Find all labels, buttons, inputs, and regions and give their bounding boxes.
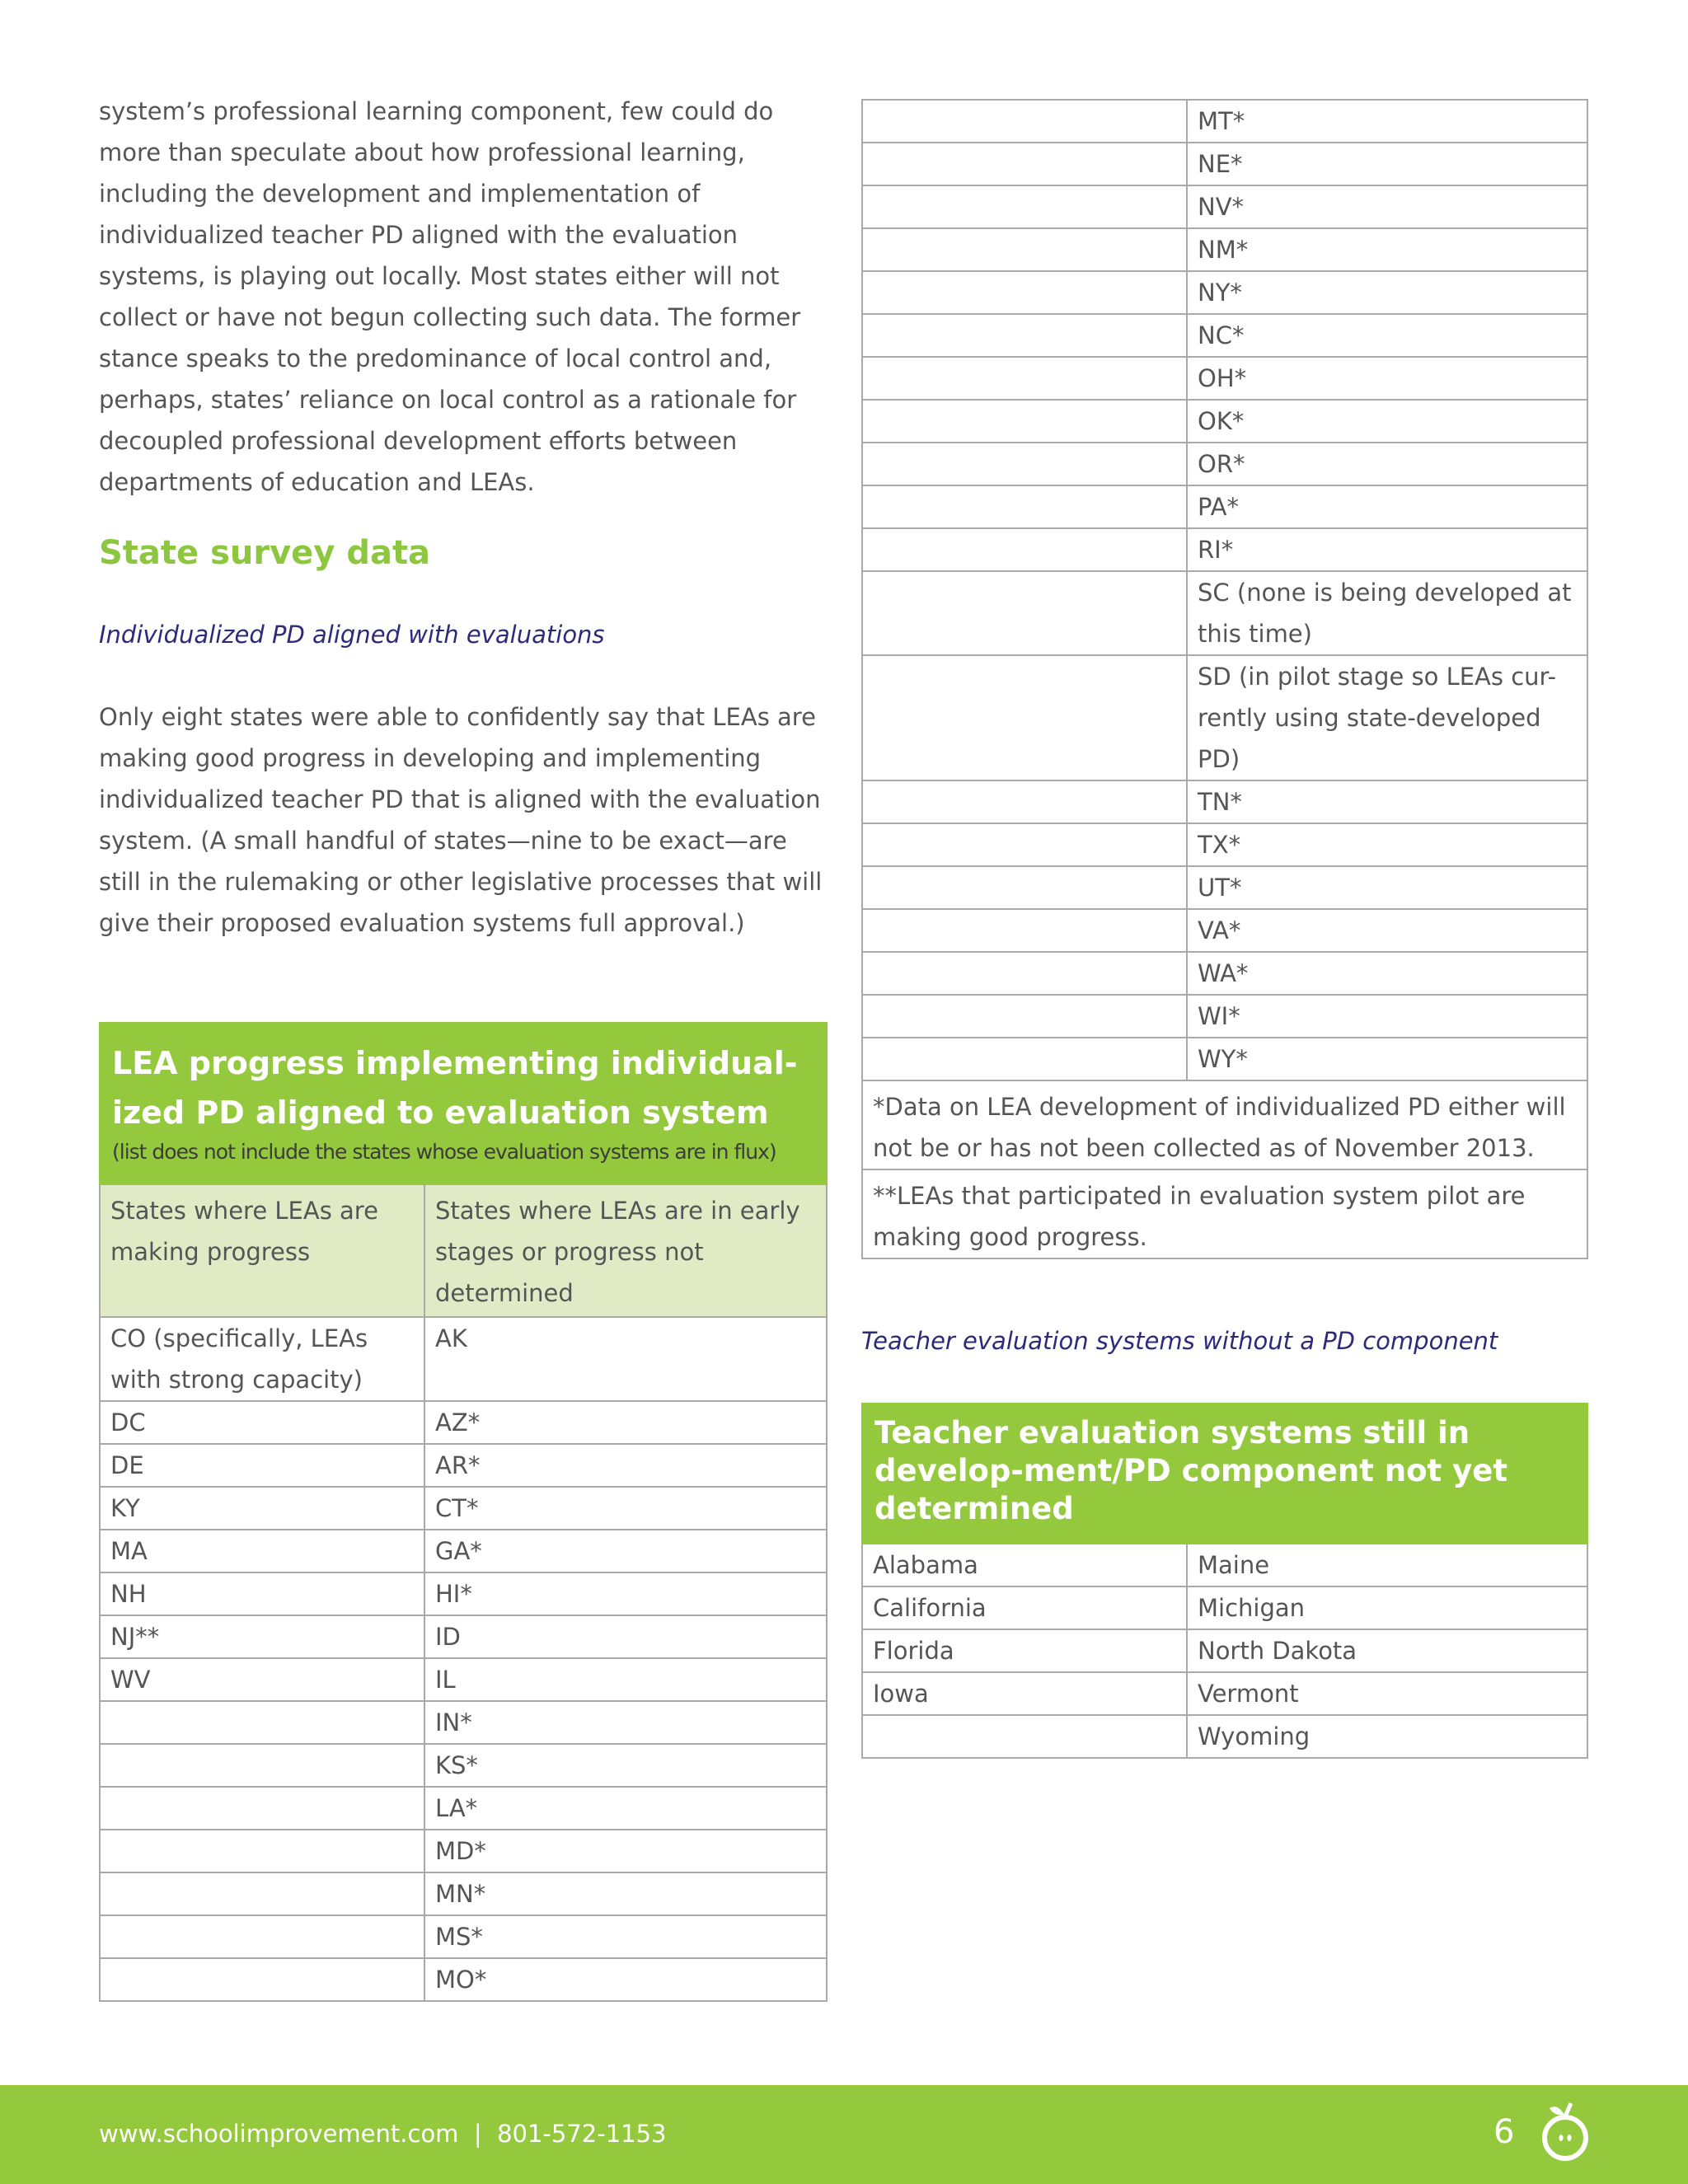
- table-cell: NY*: [1187, 271, 1587, 314]
- table-subtitle: (list does not include the states whose evaluation systems are in flux): [112, 1140, 776, 1164]
- table-cell: OH*: [1187, 357, 1587, 400]
- no-pd-component-table: [861, 1403, 1588, 1759]
- table-row: [100, 1572, 827, 1615]
- table-cell: Wyoming: [1187, 1715, 1587, 1758]
- table-cell: NC*: [1187, 314, 1587, 357]
- table-cell: MT*: [1187, 100, 1587, 143]
- table-cell: NV*: [1187, 185, 1587, 228]
- table-cell: MA: [100, 1530, 424, 1572]
- table-row: [862, 866, 1587, 909]
- table-row: [100, 1701, 827, 1744]
- table-cell: AZ*: [424, 1401, 827, 1444]
- table-row: [100, 1530, 827, 1572]
- table-row: [862, 443, 1587, 485]
- table-row: [100, 1317, 827, 1401]
- table-cell: GA*: [424, 1530, 827, 1572]
- table-cell: UT*: [1187, 866, 1587, 909]
- table-cell: [100, 1744, 424, 1787]
- table-cell: IN*: [424, 1701, 827, 1744]
- table-row: [862, 528, 1587, 571]
- table-cell: KY: [100, 1487, 424, 1530]
- table-row: [100, 1658, 827, 1701]
- table-cell: WI*: [1187, 995, 1587, 1038]
- table-row: [862, 995, 1587, 1038]
- table-row: [100, 1615, 827, 1658]
- table-cell: [862, 1715, 1187, 1758]
- table-row: [100, 1401, 827, 1444]
- subheading: Individualized PD aligned with evaluations: [99, 621, 605, 649]
- table-cell: MO*: [424, 1958, 827, 2001]
- table-row: [100, 1872, 827, 1915]
- table-cell: [862, 485, 1187, 528]
- table-cell: [862, 314, 1187, 357]
- subheading: Teacher evaluation systems without a PD component: [861, 1327, 1498, 1355]
- table-row: [862, 1038, 1587, 1080]
- table-row: [862, 485, 1587, 528]
- table-cell: California: [862, 1586, 1187, 1629]
- table-cell: [862, 228, 1187, 271]
- table-cell: [862, 571, 1187, 655]
- table-cell: [862, 909, 1187, 952]
- table-cell: [862, 185, 1187, 228]
- table-cell: NE*: [1187, 143, 1587, 185]
- table-row: [862, 1672, 1587, 1715]
- table-cell: [100, 1830, 424, 1872]
- table-cell: CO (specifically, LEAs with strong capacity): [100, 1317, 424, 1401]
- table-title: Teacher evaluation systems still in develop-ment/PD component not yet determined: [874, 1415, 1508, 1526]
- table-row: [862, 1629, 1587, 1672]
- table-cell: NM*: [1187, 228, 1587, 271]
- table-row: [100, 1744, 827, 1787]
- table-cell: [862, 400, 1187, 443]
- table-row: [100, 1487, 827, 1530]
- table-cell: LA*: [424, 1787, 827, 1830]
- table-cell: [862, 443, 1187, 485]
- intro-paragraph: system’s professional learning component, few could do more than speculate about how professional learning, including the development and implementation of individualized teacher PD aligned with the evaluation systems, is playing out locally. Most states either will not collect or have not begun collecting such data. The former stance speaks to the predominance of local control and, perhaps, states’ reliance on local control as a rationale for decoupled professional development efforts between departments of education and LEAs.: [99, 97, 801, 496]
- column-header: States where LEAs are making progress: [100, 1184, 424, 1317]
- table-cell: MS*: [424, 1915, 827, 1958]
- table-row: [100, 1958, 827, 2001]
- table-row: [862, 314, 1587, 357]
- table-cell: North Dakota: [1187, 1629, 1587, 1672]
- table-cell: [100, 1872, 424, 1915]
- table-row: [862, 400, 1587, 443]
- table-row: [862, 228, 1587, 271]
- table-cell: [862, 823, 1187, 866]
- table-cell: Vermont: [1187, 1672, 1587, 1715]
- table-row: [862, 952, 1587, 995]
- table-cell: HI*: [424, 1572, 827, 1615]
- table-cell: SD (in pilot stage so LEAs cur-rently using state-developed PD): [1187, 655, 1587, 780]
- table-cell: [862, 271, 1187, 314]
- table-row: [862, 143, 1587, 185]
- table-cell: Iowa: [862, 1672, 1187, 1715]
- table-cell: [862, 528, 1187, 571]
- table-cell: OR*: [1187, 443, 1587, 485]
- table-cell: DE: [100, 1444, 424, 1487]
- table-cell: SC (none is being developed at this time): [1187, 571, 1587, 655]
- table-row: [862, 780, 1587, 823]
- table-row: [862, 1715, 1587, 1758]
- table-title-cell: [100, 1023, 827, 1184]
- table-cell: WV: [100, 1658, 424, 1701]
- table-row: [862, 271, 1587, 314]
- table-cell: [862, 952, 1187, 995]
- lea-progress-table: [99, 1022, 828, 2002]
- table-row: [100, 1787, 827, 1830]
- table-cell: IL: [424, 1658, 827, 1701]
- table-cell: WA*: [1187, 952, 1587, 995]
- table-cell: MD*: [424, 1830, 827, 1872]
- table-title: LEA progress implementing individual-ized PD aligned to evaluation system: [112, 1045, 798, 1131]
- table-cell: [862, 1038, 1187, 1080]
- footer: [0, 2085, 1688, 2184]
- lea-progress-table-continued: [861, 99, 1588, 1259]
- table-row: [100, 1444, 827, 1487]
- table-cell: [100, 1958, 424, 2001]
- table-cell: TX*: [1187, 823, 1587, 866]
- table-cell: [100, 1701, 424, 1744]
- table-cell: MN*: [424, 1872, 827, 1915]
- table-cell: RI*: [1187, 528, 1587, 571]
- table-cell: PA*: [1187, 485, 1587, 528]
- table-cell: [862, 357, 1187, 400]
- table-row: [862, 823, 1587, 866]
- table-cell: [862, 780, 1187, 823]
- table-row: [862, 1586, 1587, 1629]
- table-footnote: *Data on LEA development of individualized PD either will not be or has not been collected as of November 2013.: [862, 1080, 1587, 1169]
- table-cell: AK: [424, 1317, 827, 1401]
- table-footnote: **LEAs that participated in evaluation system pilot are making good progress.: [862, 1169, 1587, 1258]
- table-cell: KS*: [424, 1744, 827, 1787]
- table-cell: NH: [100, 1572, 424, 1615]
- table-cell: [862, 100, 1187, 143]
- table-cell: VA*: [1187, 909, 1587, 952]
- table-row: [862, 655, 1587, 780]
- table-row: [862, 571, 1587, 655]
- table-row: [100, 1915, 827, 1958]
- table-cell: [862, 655, 1187, 780]
- table-row: [862, 100, 1587, 143]
- table-cell: TN*: [1187, 780, 1587, 823]
- table-row: [100, 1830, 827, 1872]
- table-row: [862, 1544, 1587, 1586]
- table-cell: OK*: [1187, 400, 1587, 443]
- column-header: States where LEAs are in early stages or progress not determined: [424, 1184, 827, 1317]
- table-cell: [862, 995, 1187, 1038]
- table-cell: Florida: [862, 1629, 1187, 1672]
- body-paragraph: Only eight states were able to confidently say that LEAs are making good progress in developing and implementing individualized teacher PD that is aligned with the evaluation system. (A small handful of states—nine to be exact—are still in the rulemaking or other legislative processes that will give their proposed evaluation systems full approval.): [99, 703, 823, 937]
- table-cell: [862, 866, 1187, 909]
- table-cell: [862, 143, 1187, 185]
- table-cell: WY*: [1187, 1038, 1587, 1080]
- table-cell: [100, 1915, 424, 1958]
- table-row: [862, 909, 1587, 952]
- apple-logo-icon: [1538, 2098, 1596, 2164]
- table-cell: [100, 1787, 424, 1830]
- table-cell: DC: [100, 1401, 424, 1444]
- table-title-cell: [862, 1404, 1587, 1544]
- table-cell: CT*: [424, 1487, 827, 1530]
- footer-contact: www.schoolimprovement.com | 801-572-1153: [99, 2120, 667, 2148]
- table-cell: ID: [424, 1615, 827, 1658]
- table-row: [862, 185, 1587, 228]
- table-cell: NJ**: [100, 1615, 424, 1658]
- page-number: 6: [1493, 2113, 1515, 2151]
- table-cell: Michigan: [1187, 1586, 1587, 1629]
- table-cell: AR*: [424, 1444, 827, 1487]
- table-cell: Alabama: [862, 1544, 1187, 1586]
- table-cell: Maine: [1187, 1544, 1587, 1586]
- table-row: [862, 357, 1587, 400]
- section-heading: State survey data: [99, 534, 431, 572]
